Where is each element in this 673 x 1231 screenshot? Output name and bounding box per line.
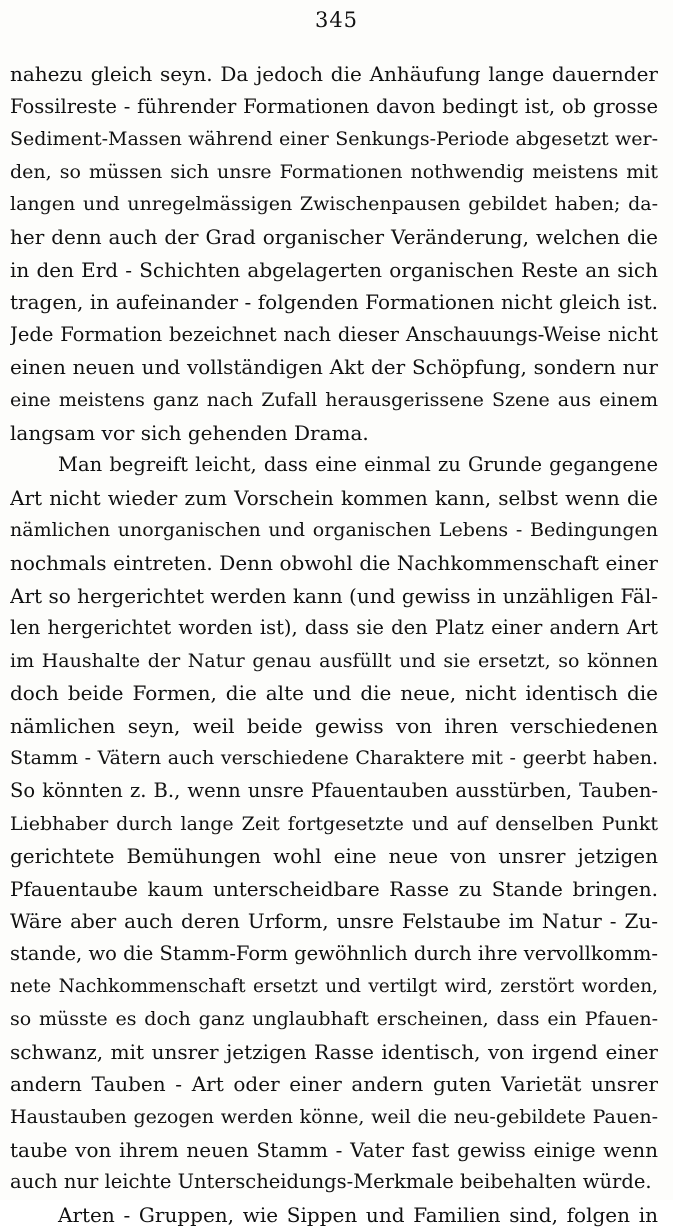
text-line: tragen, in aufeinander - folgenden Formationen nicht gleich ist.	[10, 290, 658, 315]
text-line: nämlichen seyn, weil beide gewiss von ihren verschiedenen	[10, 713, 658, 738]
text-line: einen neuen und vollständigen Akt der Schöpfung, sondern nur	[10, 355, 658, 380]
text-line: eine meistens ganz nach Zufall herausgerissene Szene aus einem	[10, 388, 658, 411]
text-line: Liebhaber durch lange Zeit fortgesetzte und auf denselben Punkt	[10, 812, 658, 835]
text-line: nämlichen unorganischen und organischen Lebens - Bedingungen	[10, 519, 658, 542]
text-line: nahezu gleich seyn. Da jedoch die Anhäufung lange dauernder	[10, 62, 658, 86]
text-line: Art so hergerichtet werden kann (und gewiss in unzähligen Fäl-	[10, 583, 658, 608]
text-line: Sediment-Massen während einer Senkungs-Periode abgesetzt wer-	[10, 128, 658, 151]
text-line: nete Nachkommenschaft ersetzt und vertilgt wird, zerstört worden,	[10, 975, 658, 997]
body-text	[10, 58, 658, 1231]
text-line: so müsste es doch ganz unglaubhaft erscheinen, dass ein Pfauen-	[10, 1008, 658, 1031]
text-line: in den Erd - Schichten abgelagerten organischen Reste an sich	[10, 257, 658, 282]
text-line: Fossilreste - führender Formationen davon bedingt ist, ob grosse	[10, 94, 658, 118]
page-number: 345	[314, 8, 359, 32]
text-line: auch nur leichte Unterscheidungs-Merkmale beibehalten würde.	[10, 1170, 652, 1194]
text-line: langsam vor sich gehenden Drama.	[10, 420, 369, 445]
text-line: her denn auch der Grad organischer Veränderung, welchen die	[10, 224, 658, 249]
text-line: schwanz, mit unsrer jetzigen Rasse identisch, von irgend einer	[10, 1039, 658, 1064]
text-line: andern Tauben - Art oder einer andern guten Varietät unsrer	[10, 1072, 658, 1097]
text-line: So könnten z. B., wenn unsre Pfauentauben ausstürben, Tauben-	[10, 779, 658, 803]
text-line: gerichtete Bemühungen wohl eine neue von unsrer jetzigen	[10, 844, 658, 869]
text-line: Stamm - Vätern auch verschiedene Charaktere mit - geerbt haben.	[10, 747, 658, 770]
text-line: len hergerichtet worden ist), dass sie den Platz einer andern Art	[10, 616, 658, 640]
text-line: Jede Formation bezeichnet nach dieser Anschauungs-Weise nicht	[10, 322, 658, 346]
text-line: Arten - Gruppen, wie Sippen und Familien sind, folgen in	[58, 1202, 658, 1227]
text-line: langen und unregelmässigen Zwischenpausen gebildet haben; da-	[10, 193, 658, 216]
text-line: doch beide Formen, die alte und die neue, nicht identisch die	[10, 681, 658, 706]
text-line: Pfauentaube kaum unterscheidbare Rasse zu Stande bringen.	[10, 876, 658, 901]
text-line: Man begreift leicht, dass eine einmal zu Grunde gegangene	[58, 453, 658, 477]
text-line: den, so müssen sich unsre Formationen nothwendig meistens mit	[10, 160, 658, 183]
text-line: nochmals eintreten. Denn obwohl die Nachkommenschaft einer	[10, 550, 658, 575]
text-line: Wäre aber auch deren Urform, unsre Felstaube im Natur - Zu-	[10, 909, 658, 934]
text-line: stande, wo die Stamm-Form gewöhnlich durch ihre vervollkomm-	[10, 942, 658, 966]
text-line: Haustauben gezogen werden könne, weil die neu-gebildete Pauen-	[10, 1106, 658, 1128]
text-line: taube von ihrem neuen Stamm - Vater fast gewiss einige wenn	[10, 1137, 658, 1162]
text-line: im Haushalte der Natur genau ausfüllt und sie ersetzt, so können	[10, 649, 658, 672]
text-line: Art nicht wieder zum Vorschein kommen kann, selbst wenn die	[10, 485, 658, 510]
